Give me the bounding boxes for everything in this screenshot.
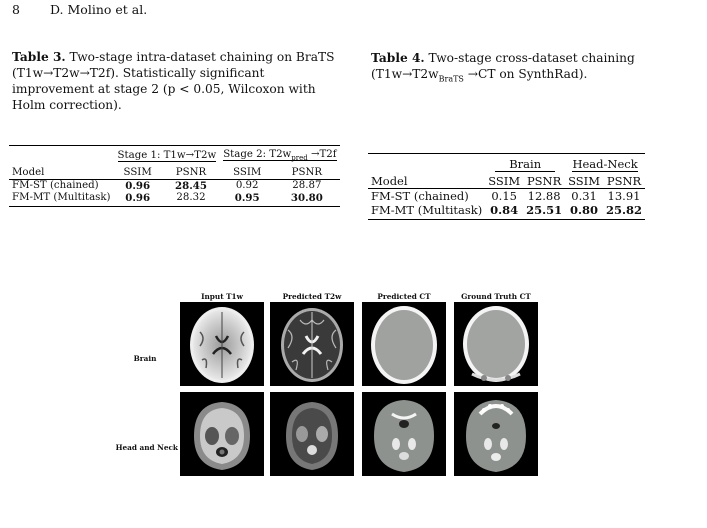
table4-group-brain: Brain <box>495 157 555 172</box>
table4-header-model: Model <box>371 173 408 188</box>
figure-row-label: Brain <box>133 354 157 363</box>
table3-cell: 28.32 <box>176 191 206 203</box>
table4-model: FM-MT (Multitask) <box>371 202 483 217</box>
table-row <box>368 203 645 217</box>
table4-cell: 25.82 <box>606 202 643 217</box>
figure-column-label: Predicted T2w <box>282 292 342 301</box>
headneck-predicted-ct-image <box>362 392 446 476</box>
figure-row-label: Head and Neck <box>115 443 178 452</box>
table3-cell: 30.80 <box>290 191 323 204</box>
table3-header-model: Model <box>12 166 45 178</box>
table4-header-psnr-2: PSNR <box>606 173 642 188</box>
table-row <box>9 192 340 204</box>
table3-cell: 28.45 <box>175 179 207 192</box>
table3-cell: 0.92 <box>235 179 259 191</box>
table4-group-headneck: Head-Neck <box>572 156 638 171</box>
table3-model: FM-MT (Multitask) <box>12 191 111 203</box>
table4-cell: 25.51 <box>526 202 563 217</box>
table4-cell: 0.80 <box>570 202 599 217</box>
table4-header-psnr-1: PSNR <box>526 173 562 188</box>
headneck-predicted-t2w-image <box>270 392 354 476</box>
table4-cell: 0.84 <box>490 202 519 217</box>
table4-cell: 12.88 <box>527 188 561 203</box>
table3-header-psnr-1: PSNR <box>175 166 207 178</box>
page-header <box>12 2 147 17</box>
table-row <box>9 179 340 192</box>
table3-header-ssim-2: SSIM <box>233 166 262 178</box>
table4-header-ssim-1: SSIM <box>488 173 521 188</box>
table4-header-ssim-2: SSIM <box>568 173 600 188</box>
table3-cell: 0.96 <box>125 179 151 192</box>
table3-model: FM-ST (chained) <box>12 179 99 191</box>
figure-column-label: Input T1w <box>201 292 243 301</box>
table3-caption <box>12 49 350 113</box>
table4-caption-text-b: →CT on SynthRad). <box>463 67 588 81</box>
table4-cell: 0.15 <box>491 188 517 203</box>
table3-cell: 0.96 <box>125 191 151 204</box>
table3-group-stage2: Stage 2: $T2w_{pred} \to T2f$ <box>223 148 337 162</box>
table4-caption <box>371 50 701 87</box>
running-authors: D. Molino et al. <box>49 2 148 17</box>
table3-cell: 28.87 <box>292 179 322 191</box>
brain-t1w-image <box>180 302 264 386</box>
table3-header-psnr-2: PSNR <box>291 166 323 178</box>
table3-caption-text: Two-stage intra-dataset chaining on BraTS (T1w→T2w→T2f). Statistically significant improvement at stage 2 (p < 0.05, Wilcoxon with Holm correction). <box>12 50 335 112</box>
page-number: 8 <box>12 2 20 17</box>
table4-model: FM-ST (chained) <box>371 188 469 203</box>
table4-cell: 13.91 <box>607 188 641 203</box>
headneck-t1w-image <box>180 392 264 476</box>
table4 <box>368 153 645 220</box>
table4-caption-label: Table 4. <box>371 51 425 65</box>
headneck-ground-truth-ct-image <box>454 392 538 476</box>
table3-header-ssim-1: SSIM <box>123 166 152 178</box>
brain-ground-truth-ct-image <box>454 302 538 386</box>
table4-cell: 0.31 <box>571 188 597 203</box>
table3-cell: 0.95 <box>234 191 260 204</box>
brain-predicted-t2w-image <box>270 302 354 386</box>
figure-column-label: Ground Truth CT <box>461 292 531 301</box>
table3-group-stage1: Stage 1: T1w→T2w <box>117 150 217 162</box>
table-row <box>368 188 645 203</box>
table4-caption-sub: BraTS <box>438 74 464 84</box>
brain-predicted-ct-image <box>362 302 446 386</box>
table4-caption-text-a: Two-stage cross-dataset chaining (T1w→T2w <box>371 51 635 81</box>
figure-column-label: Predicted CT <box>377 292 431 301</box>
table3-caption-label: Table 3. <box>12 50 66 64</box>
table3 <box>9 145 340 207</box>
